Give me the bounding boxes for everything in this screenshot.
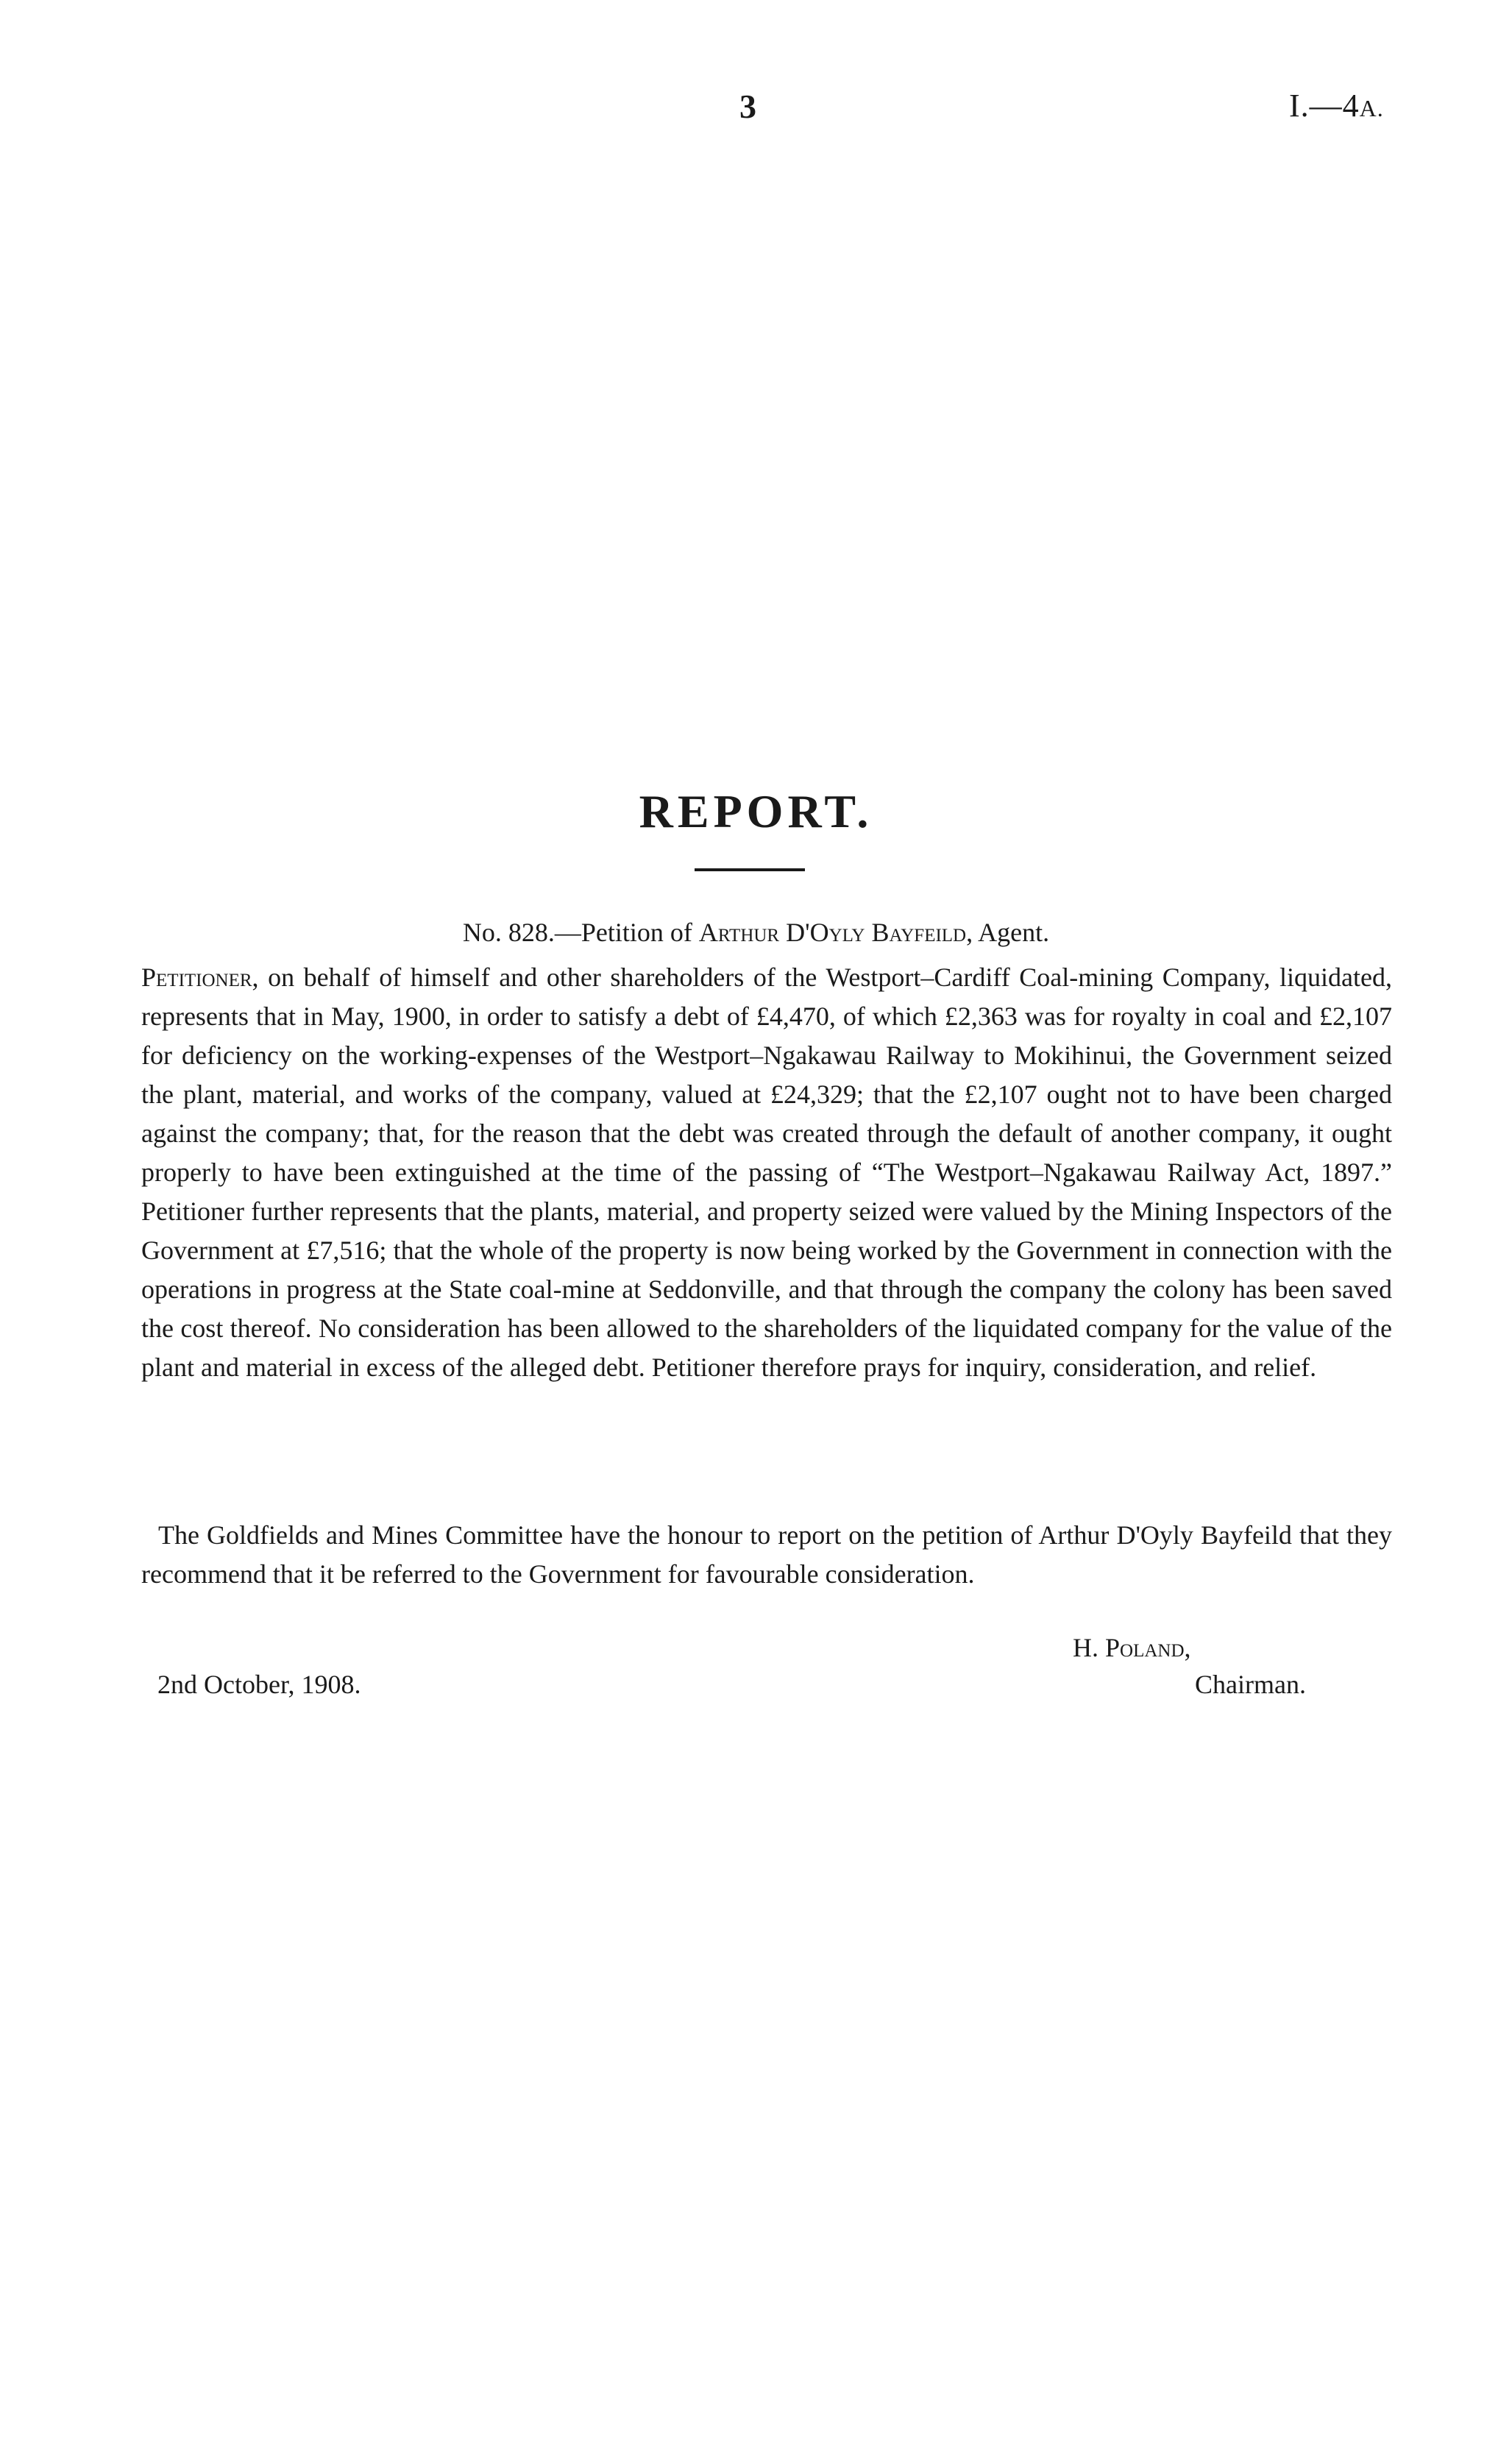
petitioner-name: Arthur D'Oyly Bayfeild	[698, 918, 967, 947]
petition-number: No. 828.—Petition of	[462, 918, 699, 947]
page-number: 3	[739, 88, 756, 125]
document-reference-suffix: A.	[1359, 95, 1384, 121]
signatory-name: H. Poland,	[1073, 1633, 1191, 1662]
report-title: REPORT.	[639, 785, 873, 837]
petition-heading	[0, 917, 1512, 948]
document-reference	[1289, 87, 1384, 124]
petition-body	[141, 958, 1392, 1387]
petitioner-role: , Agent.	[966, 918, 1050, 947]
petition-body-text: , on behalf of himself and other shareholders of the Westport–Cardiff Coal-mining Company, liquidated, represents that in May, 1900, in order to satisfy a debt of £4,470, of which £2,363 was for royalty in coal and £2,107 for deficiency on the working-expenses of the Westport–Ngakawau Railway to Mokihinui, the Government seized the plant, material, and works of the company, valued at £24,329; that the £2,107 ought not to have been charged against the company; that, for the reason that the debt was created through the default of another company, it ought properly to have been extinguished at the time of the passing of “The Westport–Ngakawau Railway Act, 1897.” Petitioner further represents that the plants, material, and property seized were valued by the Mining Inspectors of the Government at £7,516; that the whole of the property is now being worked by the Government in connection with the operations in progress at the State coal-mine at Seddonville, and that through the company the colony has been saved the cost thereof. No consideration has been allowed to the shareholders of the liquidated company for the value of the plant and material in excess of the alleged debt. Petitioner therefore prays for inquiry, consideration, and relief.	[141, 963, 1392, 1382]
document-reference-main: I.—4	[1289, 88, 1360, 124]
signatory-title: Chairman.	[1195, 1670, 1306, 1699]
petition-body-lead: Petitioner	[141, 963, 252, 992]
report-date: 2nd October, 1908.	[157, 1670, 361, 1699]
committee-report: The Goldfields and Mines Committee have the honour to report on the petition of Arthur D'Oyly Bayfeild that they recommend that it be referred to the Government for favourable consideration.	[141, 1520, 1392, 1589]
title-rule	[695, 868, 805, 871]
